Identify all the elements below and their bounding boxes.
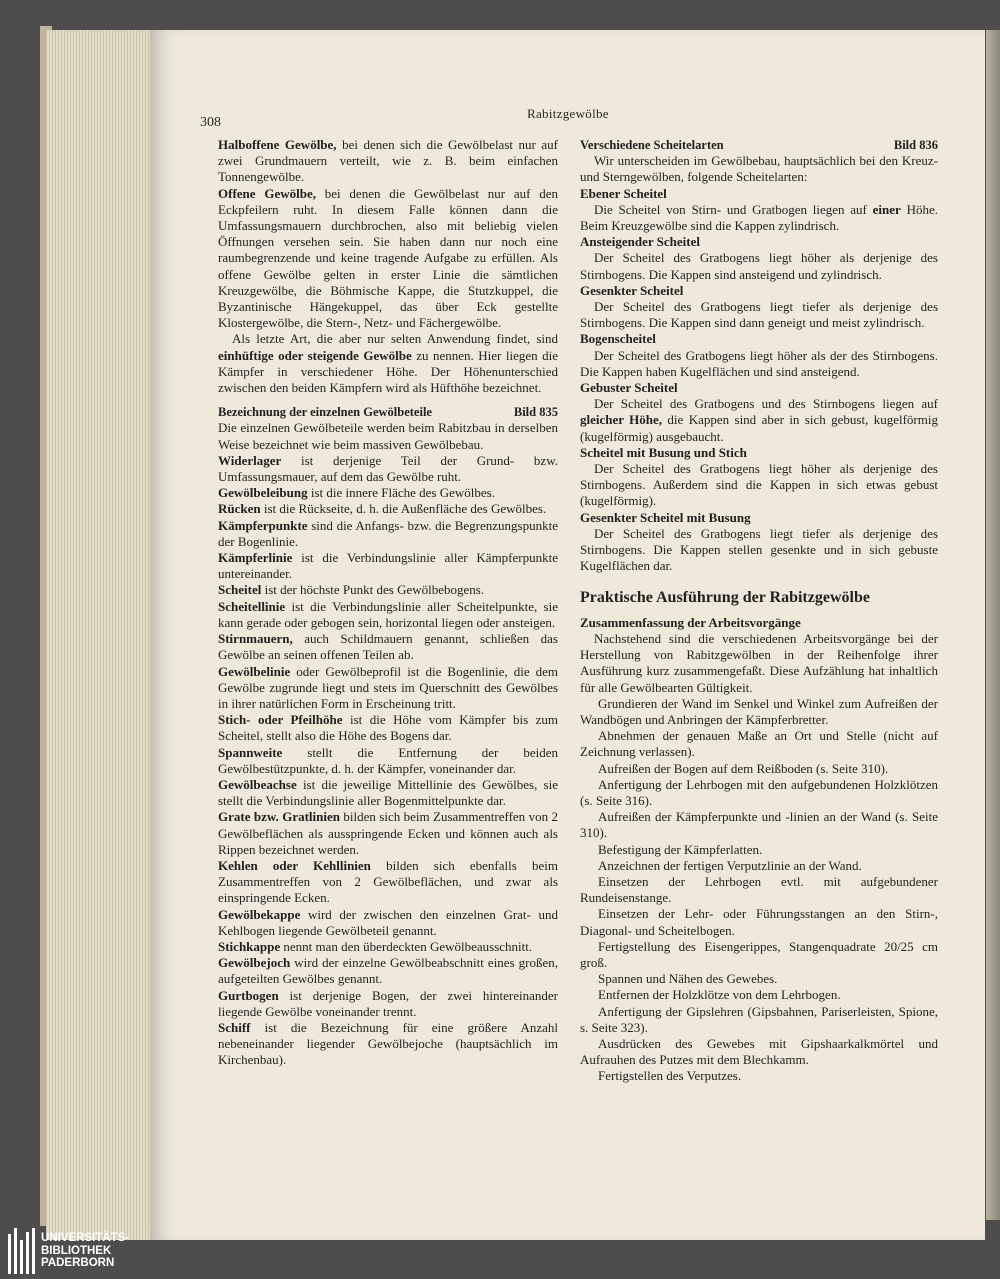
term-entry: [218, 939, 558, 955]
term-bold: Stirnmauern,: [218, 631, 293, 647]
term-text: ist die Höhe vom Kämpfer bis zum Scheitel, stellt also die Höhe des Bogens dar.: [218, 712, 558, 744]
term-entry: [218, 858, 558, 907]
scheitel-list: [580, 186, 938, 575]
term-bold: Stich- oder Pfeilhöhe: [218, 712, 343, 728]
term-entry: [218, 453, 558, 485]
work-step: Spannen und Nähen des Gewebes.: [598, 971, 778, 987]
term-entry: [218, 745, 558, 777]
term-text: nennt man den überdeckten Gewölbeausschnitt.: [280, 938, 533, 954]
scheitel-text: Der Scheitel des Gratbogens liegt höher als derjenige des Stirnbogens. Die Kappen sind ansteigend und zylindrisch.: [580, 250, 938, 282]
logo-line: PADERBORN: [41, 1257, 115, 1270]
term-text: wird der einzelne Gewölbeabschnitt eines großen, aufgeteilten Gewölbes genannt.: [218, 955, 558, 987]
term-text: ist die Verbindungslinie aller Kämpferpunkte untereinander.: [218, 550, 558, 582]
term-bold: Kämpferlinie: [218, 550, 293, 566]
term-bold: Gewölbeleibung: [218, 485, 308, 501]
work-step: Anfertigung der Lehrbogen mit den aufgebundenen Holzklötzen (s. Seite 316).: [580, 776, 938, 808]
paragraph-offene: [218, 186, 558, 332]
term-bold: Kehlen oder Kehllinien: [218, 857, 371, 873]
term-bold: Schiff: [218, 1019, 251, 1035]
work-step: Ausdrücken des Gewebes mit Gipshaarkalkmörtel und Aufrauhen des Putzes mit dem Blechkamm.: [580, 1035, 938, 1068]
term-text: ist die innere Fläche des Gewölbes.: [307, 485, 495, 501]
term-entry: [218, 1020, 558, 1069]
term-text: wird der zwischen den einzelnen Grat- und Kehlbogen liegende Gewölbeteil genannt.: [218, 906, 558, 938]
page-number: 308: [200, 115, 221, 130]
work-step: Fertigstellung des Eisengerippes, Stangenquadrate 20/25 cm groß.: [580, 938, 938, 970]
term-bold: Widerlager: [218, 452, 282, 468]
term-entry: [218, 809, 558, 858]
term-text: ist die jeweilige Mittellinie des Gewölbes, sie stellt die Verbindungslinie aller Bogenmittelpunkte dar.: [218, 776, 558, 809]
term-bold: Gurtbogen: [218, 987, 279, 1003]
scheitel-title: Ansteigender Scheitel: [580, 234, 700, 250]
term-bold: Scheitel: [218, 582, 262, 598]
scheitel-text: die Kappen sind aber in sich gebust, kugelförmig (kugelförmig) ausgebaucht.: [580, 412, 938, 444]
term-bold: Grate bzw. Gratlinien: [218, 809, 340, 825]
term-text: sind die Anfangs- bzw. die Begrenzungspunkte der Bogenlinie.: [218, 517, 558, 549]
scheitel-description: [580, 396, 938, 445]
term-text: bilden sich ebenfalls beim Zusammentreffen von 2 Gewölbeflächen, und zwar als einspringende Ecken.: [218, 857, 558, 906]
term-text: stellt die Entfernung der beiden Gewölbestützpunkte, d. h. der Kämpfer, voneinander dar.: [218, 744, 558, 776]
term-bold: einhüftige oder steigende Gewölbe: [218, 347, 412, 363]
subsection-title: Zusammenfassung der Arbeitsvorgänge: [580, 614, 801, 630]
left-column: [218, 137, 558, 1069]
term-entry: [218, 988, 558, 1020]
term-entry: [218, 955, 558, 987]
scheitel-title: Ebener Scheitel: [580, 185, 667, 201]
term-text: ist die Rückseite, d. h. die Außenfläche des Gewölbes.: [260, 501, 547, 517]
page-gutter-shadow: [986, 30, 1000, 1220]
scheitel-pre: Der Scheitel des Gratbogens und des Stirnbogens liegen auf: [594, 396, 938, 412]
term-text: auch Schildmauern genannt, schließen das Gewölbe an seinen offenen Teilen ab.: [218, 631, 558, 663]
term-bold: Spannweite: [218, 744, 283, 760]
term-bold: Gewölbejoch: [218, 955, 291, 971]
term-text: oder Gewölbeprofil ist die Bogenlinie, die dem Gewölbe zugrunde liegt und stets im Querschnitt des Gewölbes in ihrer natürlichen Form in Erscheinung tritt.: [218, 663, 558, 711]
term-text: ist die Bezeichnung für eine größere Anzahl nebeneinander liegender Gewölbejoche (hauptsächlich im Kirchenbau).: [218, 1019, 558, 1068]
scheitel-description: [580, 526, 938, 575]
heading-title: Verschiedene Scheitelarten: [580, 138, 724, 152]
term-bold: Gewölbelinie: [218, 663, 291, 679]
work-step: Grundieren der Wand im Senkel und Winkel zum Aufreißen der Wandbögen und Anbringen der Kämpferbretter.: [580, 695, 938, 727]
term-entry: [218, 518, 558, 550]
work-step: Anzeichnen der fertigen Verputzlinie an der Wand.: [598, 857, 862, 873]
term-entry: [218, 599, 558, 631]
term-list: [218, 453, 558, 1069]
term-entry: [218, 777, 558, 809]
term-entry: [218, 485, 558, 501]
term-bold: Offene Gewölbe,: [218, 185, 316, 201]
section-heading-gewoelbeteile: [218, 404, 558, 420]
term-text: bilden sich beim Zusammentreffen von 2 Gewölbeflächen als ausspringende Ecken und können auch als Rippen bezeichnet werden.: [218, 809, 558, 857]
right-column: [580, 137, 938, 1085]
scheitel-description: [580, 348, 938, 380]
scheitel-title: Scheitel mit Busung und Stich: [580, 444, 747, 460]
logo-line: BIBLIOTHEK: [41, 1244, 112, 1257]
scheitel-description: [580, 461, 938, 510]
scheitel-text: Der Scheitel des Gratbogens liegt tiefer als derjenige des Stirnbogens. Die Kappen stellen gesenkte und in sich gebuste Kugelflächen dar.: [580, 525, 938, 574]
heading-title: Bezeichnung der einzelnen Gewölbeteile: [218, 405, 432, 420]
work-step: Befestigung der Kämpferlatten.: [598, 841, 763, 857]
term-text: zu nennen. Hier liegen die Kämpfer in verschiedener Höhe. Der Höhenunterschied zwischen den beiden Kämpfern wird als Hüfthöhe bezeichnet.: [218, 347, 558, 396]
scheitel-bold: gleicher Höhe,: [580, 412, 663, 428]
paragraph-einhueftige: [218, 331, 558, 396]
term-bold: Rücken: [218, 501, 261, 517]
term-entry: [218, 501, 558, 517]
logo-bars-icon: [8, 1228, 35, 1274]
term-text: ist derjenige Bogen, der zwei hintereinander liegende Gewölbe voneinander trennt.: [218, 987, 558, 1019]
term-text: ist der höchste Punkt des Gewölbebogens.: [261, 582, 485, 598]
steps-list: [580, 696, 938, 1085]
scheitel-text: Der Scheitel des Gratbogens liegt höher als der des Stirnbogens. Die Kappen haben Kugelflächen und sind ansteigend.: [580, 347, 938, 379]
scheitel-title: Bogenscheitel: [580, 331, 656, 347]
logo-line: UNIVERSITÄTS-: [41, 1232, 130, 1245]
term-entry: [218, 631, 558, 663]
scheitel-pre: Die Scheitel von Stirn- und Gratbogen liegen auf: [594, 201, 873, 217]
work-step: Entfernen der Holzklötze von dem Lehrbogen.: [598, 987, 841, 1003]
term-text: bei denen die Gewölbelast nur auf den Eckpfeilern ruht. In diesem Falle können dann die Umfassungsmauern durchbrochen, also mit beliebig vielen Öffnungen versehen sein. Sie haben dann nur noch eine raumbegrenzende und keine tragende Aufgabe zu erfüllen. Als offene Gewölbe gelten in erster Linie die sämtlichen Kreuzgewölbe, die Böhmische Kappe, die Stutzkuppel, die Byzantinische Hängekuppel, das über Eck gestellte Klostergewölbe, die Stern-, Netz- und Fächergewölbe.: [218, 185, 559, 331]
term-bold: Stichkappe: [218, 938, 281, 954]
scheitel-text: Höhe. Beim Kreuzgewölbe sind die Kappen zylindrisch.: [580, 201, 938, 234]
scheitel-title: Gesenkter Scheitel: [580, 282, 684, 298]
term-bold: Gewölbeachse: [218, 776, 297, 792]
work-step: Aufreißen der Bogen auf dem Reißboden (s. Seite 310).: [598, 760, 889, 776]
paragraph-halboffene: [218, 137, 558, 186]
running-head: Rabitzgewölbe: [527, 106, 609, 121]
scheitel-title: Gebuster Scheitel: [580, 380, 678, 396]
figure-ref: Bild 836: [893, 138, 938, 152]
term-entry: [218, 907, 558, 939]
scheitel-description: [580, 299, 938, 331]
term-bold: Scheitellinie: [218, 598, 286, 614]
term-text: ist derjenige Teil der Grund- bzw. Umfassungsmauer, auf dem das Gewölbe ruht.: [218, 452, 558, 485]
scheitel-bold: einer: [872, 201, 901, 217]
section-title: Praktische Ausführung der Rabitzgewölbe: [580, 589, 870, 607]
term-bold: Gewölbekappe: [218, 906, 301, 922]
term-text: ist die Verbindungslinie aller Scheitelpunkte, sie kann gerade oder gebogen sein, horizontal liegen oder ansteigen.: [218, 598, 558, 630]
work-step: Fertigstellen des Verputzes.: [598, 1068, 742, 1084]
term-entry: [218, 712, 558, 744]
section-intro: Nachstehend sind die verschiedenen Arbeitsvorgänge bei der Herstellung von Rabitzgewölben in der Reihenfolge ihrer Ausführung kurz zusammengefaßt. Diese Aufzählung hat inhaltlich für alle Gewölbearten Gültigkeit.: [580, 630, 938, 695]
intro-gewoelbeteile: Die einzelnen Gewölbeteile werden beim Rabitzbau in derselben Weise bezeichnet wie beim massiven Gewölbebau.: [218, 420, 558, 452]
section-heading-scheitelarten: [580, 137, 938, 153]
work-step: Anfertigung der Gipslehren (Gipsbahnen, Pariserleisten, Spione, s. Seite 323).: [580, 1003, 938, 1035]
term-entry: [218, 664, 558, 713]
scheitel-title: Gesenkter Scheitel mit Busung: [580, 509, 751, 525]
term-entry: [218, 550, 558, 582]
scheitel-text: Der Scheitel des Gratbogens liegt tiefer als derjenige des Stirnbogens. Die Kappen sind dann geneigt und meist zylindrisch.: [580, 299, 938, 331]
scheitel-description: [580, 250, 938, 282]
paragraph-text: Als letzte Art, die aber nur selten Anwendung findet, sind: [232, 331, 558, 347]
scheitel-description: [580, 202, 938, 234]
term-bold: Halboffene Gewölbe,: [218, 137, 337, 152]
term-entry: [218, 582, 558, 598]
figure-ref: Bild 835: [513, 405, 558, 420]
library-logo: [8, 1228, 129, 1274]
term-bold: Kämpferpunkte: [218, 517, 308, 533]
intro-scheitelarten: Wir unterscheiden im Gewölbebau, hauptsächlich bei den Kreuz- und Sterngewölben, folgende Scheitelarten:: [580, 153, 938, 185]
work-step: Aufreißen der Kämpferpunkte und -linien an der Wand (s. Seite 310).: [580, 809, 938, 841]
work-step: Einsetzen der Lehr- oder Führungsstangen an den Stirn-, Diagonal- und Scheitelbogen.: [580, 906, 938, 938]
scheitel-text: Der Scheitel des Gratbogens liegt höher als derjenige des Stirnbogens. Außerdem sind die Kappen in sich etwas gebust (kugelförmig).: [580, 461, 938, 509]
term-text: bei denen sich die Gewölbelast nur auf zwei Grundmauern verteilt, wie z. B. beim einfachen Tonnengewölbe.: [218, 137, 559, 185]
work-step: Abnehmen der genauen Maße an Ort und Stelle (nicht auf Zeichnung verlassen).: [580, 728, 938, 760]
logo-text: [41, 1232, 129, 1270]
work-step: Einsetzen der Lehrbogen evtl. mit aufgebundener Rundeisenstange.: [580, 873, 938, 906]
